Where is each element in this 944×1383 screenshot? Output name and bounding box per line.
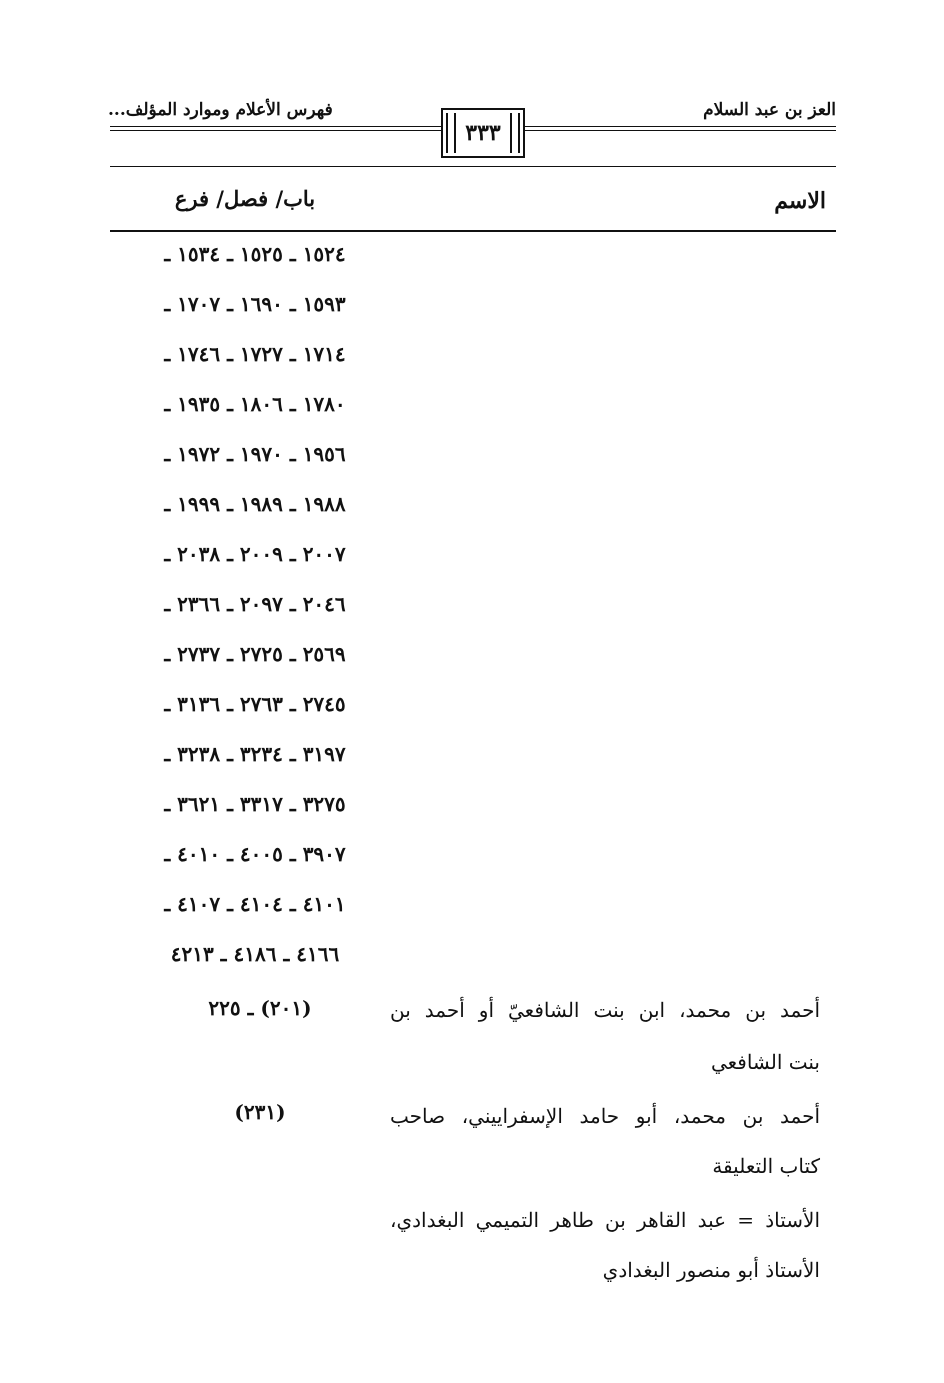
column-header-references: باب/ فصل/ فرع: [174, 186, 316, 211]
reference-line: ٢٧٤٥ ـ ٢٧٦٣ ـ ٣١٣٦ ـ: [164, 692, 346, 716]
reference-line: ١٩٥٦ ـ ١٩٧٠ ـ ١٩٧٢ ـ: [164, 442, 346, 466]
entry-references: (٢٠١) ـ ٢٢٥: [208, 996, 312, 1020]
entry-name-line: الأستاذ = عبد القاهر بن طاهر التميمي البغدادي،: [390, 1208, 820, 1232]
column-header-name: الاسم: [774, 188, 826, 214]
reference-line: ١٥٩٣ ـ ١٦٩٠ ـ ١٧٠٧ ـ: [164, 292, 346, 316]
reference-line: ٢٠٤٦ ـ ٢٠٩٧ ـ ٢٣٦٦ ـ: [164, 592, 346, 616]
entry-name-line: بنت الشافعي: [710, 1050, 820, 1074]
entry-name-line: كتاب التعليقة: [712, 1154, 820, 1178]
reference-line: ٣١٩٧ ـ ٣٢٣٤ ـ ٣٢٣٨ ـ: [164, 742, 346, 766]
entry-name-line: الأستاذ أبو منصور البغدادي: [602, 1258, 820, 1282]
running-header-book: العز بن عبد السلام: [703, 100, 836, 120]
reference-line: ١٧١٤ ـ ١٧٢٧ ـ ١٧٤٦ ـ: [164, 342, 346, 366]
reference-line: ٢٥٦٩ ـ ٢٧٢٥ ـ ٢٧٣٧ ـ: [164, 642, 346, 666]
entry-references: (٢٣١): [234, 1100, 286, 1124]
reference-line: ٣٢٧٥ ـ ٣٣١٧ ـ ٣٦٢١ ـ: [164, 792, 346, 816]
reference-line: ٤١٦٦ ـ ٤١٨٦ ـ ٤٢١٣: [170, 942, 340, 966]
entry-name-line: أحمد بن محمد، ابن بنت الشافعيّ أو أحمد بن: [390, 998, 820, 1022]
page-number-frame: [441, 108, 525, 158]
reference-line: ١٧٨٠ ـ ١٨٠٦ ـ ١٩٣٥ ـ: [164, 392, 346, 416]
reference-line: ١٩٨٨ ـ ١٩٨٩ ـ ١٩٩٩ ـ: [164, 492, 346, 516]
reference-line: ٤١٠١ ـ ٤١٠٤ ـ ٤١٠٧ ـ: [164, 892, 346, 916]
reference-line: ١٥٢٤ ـ ١٥٢٥ ـ ١٥٣٤ ـ: [164, 242, 346, 266]
reference-line: ٢٠٠٧ ـ ٢٠٠٩ ـ ٢٠٣٨ ـ: [164, 542, 346, 566]
page-number: ٣٣٣: [465, 120, 501, 146]
running-header-section: فهرس الأعلام وموارد المؤلف...: [108, 100, 333, 120]
column-header-rule: [110, 230, 836, 232]
reference-line: ٣٩٠٧ ـ ٤٠٠٥ ـ ٤٠١٠ ـ: [164, 842, 346, 866]
header-rule-bottom: [110, 166, 836, 167]
entry-name-line: أحمد بن محمد، أبو حامد الإسفراييني، صاحب: [390, 1104, 820, 1128]
